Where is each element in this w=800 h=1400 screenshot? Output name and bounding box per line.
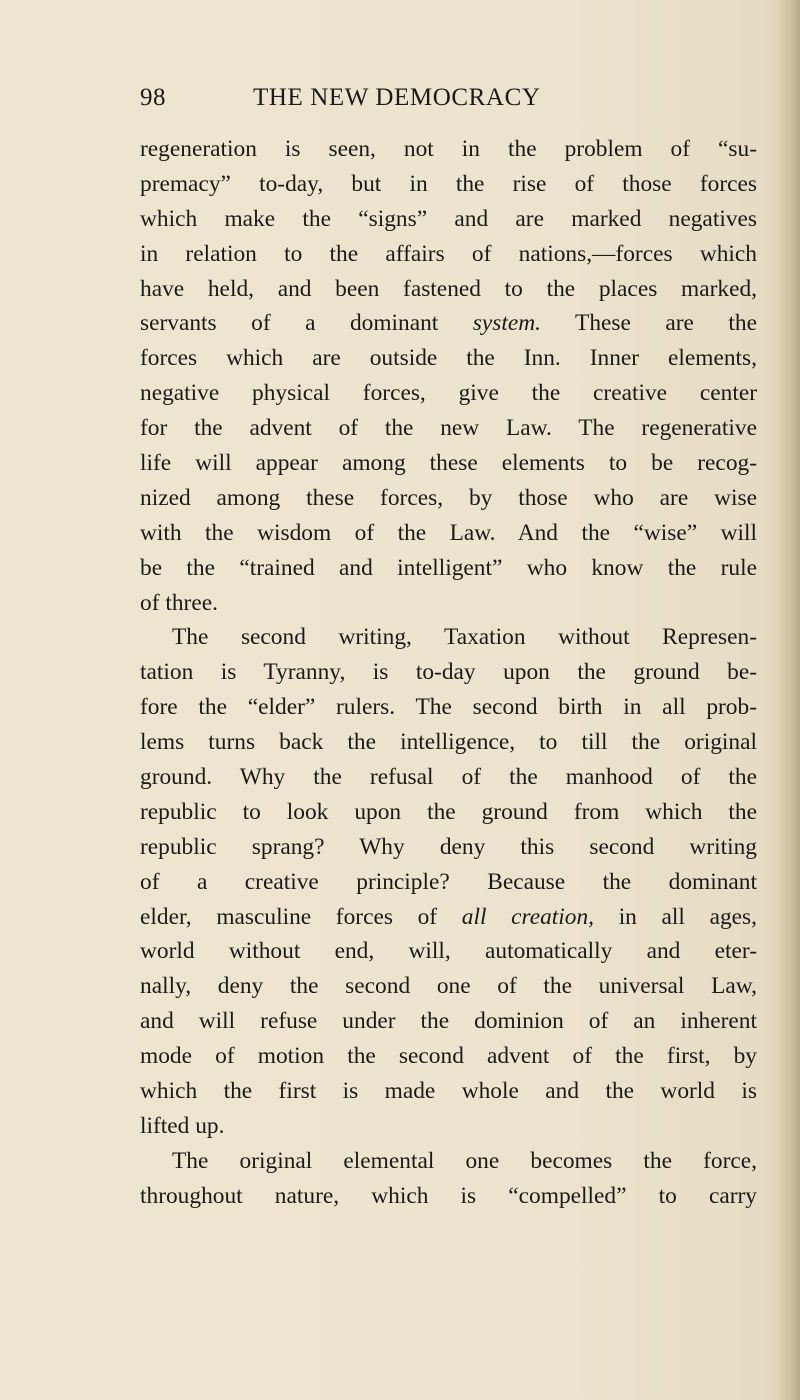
text-line: lifted up. xyxy=(140,1112,225,1139)
page-edge-shadow xyxy=(778,0,800,1400)
text-line: world without end, will, automatically and eter- xyxy=(140,938,757,965)
text-segment: elder, masculine forces of xyxy=(140,903,438,930)
text-line xyxy=(140,306,757,341)
text-line: nally, deny the second one of the universal Law, xyxy=(140,973,757,1000)
text-line: mode of motion the second advent of the first, by xyxy=(140,1043,757,1070)
text-line: which make the “signs” and are marked negatives xyxy=(140,205,757,232)
text-segment: These are the xyxy=(541,310,757,337)
text-line: premacy” to-day, but in the rise of those forces xyxy=(140,170,757,197)
text-line: forces which are outside the Inn. Inner elements, xyxy=(140,345,757,372)
text-line: tation is Tyranny, is to-day upon the ground be- xyxy=(140,659,757,686)
text-line: have held, and been fastened to the places marked, xyxy=(140,275,757,302)
text-line: lems turns back the intelligence, to till the original xyxy=(140,729,757,756)
page-number: 98 xyxy=(140,84,166,111)
page-header xyxy=(140,84,680,118)
text-line: The original elemental one becomes the force, xyxy=(172,1147,757,1174)
text-line: republic to look upon the ground from which the xyxy=(140,798,757,825)
text-line: ground. Why the refusal of the manhood of the xyxy=(140,764,757,791)
text-line: The second writing, Taxation without Represen- xyxy=(172,624,757,651)
text-line: throughout nature, which is “compelled” to carry xyxy=(140,1182,757,1209)
text-line: republic sprang? Why deny this second writing xyxy=(140,833,757,860)
body-text xyxy=(140,132,757,1214)
text-line: nized among these forces, by those who are wise xyxy=(140,484,757,511)
text-line: life will appear among these elements to be recog- xyxy=(140,450,757,477)
text-line: be the “trained and intelligent” who know the rule xyxy=(140,554,757,581)
text-line: with the wisdom of the Law. And the “wise” will xyxy=(140,519,757,546)
italic-term: all creation, xyxy=(461,903,595,930)
text-line: in relation to the affairs of nations,—forces which xyxy=(140,240,757,267)
text-line xyxy=(140,900,757,935)
text-line: negative physical forces, give the creative center xyxy=(140,380,757,407)
text-line: regeneration is seen, not in the problem of “su- xyxy=(140,136,757,162)
text-line: of three. xyxy=(140,589,218,616)
text-line: which the first is made whole and the world is xyxy=(140,1078,757,1105)
text-line: and will refuse under the dominion of an inherent xyxy=(140,1008,757,1035)
text-line: of a creative principle? Because the dominant xyxy=(140,868,757,895)
text-segment: servants of a dominant xyxy=(140,310,439,337)
text-segment: in all ages, xyxy=(594,903,757,930)
text-line: fore the “elder” rulers. The second birth in all prob- xyxy=(140,694,757,721)
running-title: THE NEW DEMOCRACY xyxy=(253,84,541,111)
italic-term: system. xyxy=(472,310,541,337)
text-line: for the advent of the new Law. The regenerative xyxy=(140,415,757,442)
